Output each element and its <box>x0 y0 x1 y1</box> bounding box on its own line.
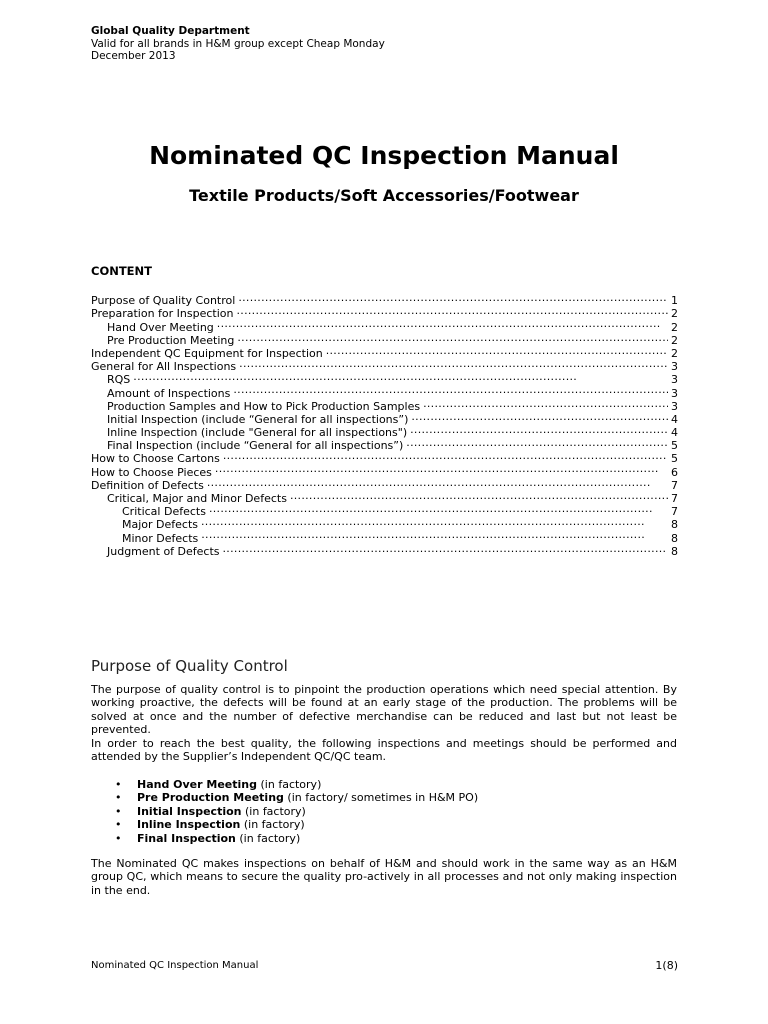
list-item-term: Inline Inspection <box>137 818 241 832</box>
toc-entry-label: Initial Inspection (include “General for all inspections”) <box>107 412 409 426</box>
toc-entry-page: 7 <box>671 478 678 492</box>
toc-leader-dots <box>237 331 668 344</box>
toc-leader-dots <box>201 515 668 528</box>
list-item-location: (in factory) <box>240 818 305 832</box>
toc-entry-label: Purpose of Quality Control <box>91 294 236 308</box>
toc-entry-page: 6 <box>671 465 678 479</box>
toc-leader-dots <box>207 476 668 489</box>
bullet-icon: • <box>115 778 122 791</box>
toc-leader-dots <box>411 410 668 423</box>
bullet-icon: • <box>115 831 122 845</box>
list-item-term: Initial Inspection <box>137 804 242 818</box>
page-number: 1(8) <box>655 959 678 972</box>
toc-leader-dots <box>410 423 668 436</box>
toc-entry-page: 5 <box>671 439 678 453</box>
toc-entry-label: Final Inspection (include “General for all inspections”) <box>107 439 404 453</box>
toc-leader-dots <box>406 436 668 449</box>
toc-entry-page: 3 <box>671 386 678 400</box>
toc-leader-dots <box>209 502 668 515</box>
footer-title: Nominated QC Inspection Manual <box>91 960 259 971</box>
toc-leader-dots <box>217 317 668 330</box>
toc-entry-page: 3 <box>671 360 678 374</box>
toc-entry-page: 2 <box>671 320 678 334</box>
list-item-term: Hand Over Meeting <box>137 778 258 791</box>
table-of-contents <box>91 291 678 558</box>
list-item <box>115 791 478 804</box>
toc-entry-page: 5 <box>671 452 678 466</box>
toc-entry[interactable] <box>91 291 678 308</box>
document-subtitle: Textile Products/Soft Accessories/Footwear <box>189 186 579 205</box>
document-header <box>91 25 385 63</box>
toc-leader-dots <box>326 344 668 357</box>
toc-entry-page: 2 <box>671 333 678 347</box>
toc-leader-dots <box>423 397 668 410</box>
toc-leader-dots <box>239 357 668 370</box>
department-name: Global Quality Department <box>91 25 250 37</box>
toc-entry-label: Independent QC Equipment for Inspection <box>91 346 323 360</box>
toc-entry-label: General for All Inspections <box>91 360 237 374</box>
toc-entry-label: Inline Inspection (include "General for all inspections") <box>107 426 408 440</box>
toc-entry-page: 7 <box>671 505 678 519</box>
toc-leader-dots <box>236 304 668 317</box>
toc-entry-page: 3 <box>671 373 678 387</box>
list-item <box>115 778 478 791</box>
toc-entry-page: 7 <box>671 492 678 505</box>
toc-entry-label: How to Choose Pieces <box>91 465 212 479</box>
toc-leader-dots <box>233 383 668 396</box>
toc-entry[interactable] <box>91 370 678 387</box>
list-item <box>115 805 478 818</box>
list-item-term: Pre Production Meeting <box>137 791 284 805</box>
section-title: Purpose of Quality Control <box>91 657 288 675</box>
toc-entry-page: 8 <box>671 544 678 558</box>
toc-leader-dots <box>290 489 668 502</box>
section-body-intro <box>91 683 677 763</box>
list-item-location: (in factory) <box>241 804 306 818</box>
toc-entry-label: Minor Defects <box>122 531 199 545</box>
list-item-term: Final Inspection <box>137 831 236 845</box>
toc-entry-page: 8 <box>671 518 678 532</box>
toc-entry-label: RQS <box>107 373 131 387</box>
toc-entry[interactable] <box>91 383 678 400</box>
toc-leader-dots <box>238 291 668 304</box>
toc-leader-dots <box>133 370 668 383</box>
toc-entry-label: Major Defects <box>122 518 199 532</box>
toc-entry-page: 4 <box>671 412 678 426</box>
toc-leader-dots <box>215 462 668 475</box>
toc-entry-label: Preparation for Inspection <box>91 307 234 321</box>
validity-note: Valid for all brands in H&M group except Cheap Monday <box>91 37 385 50</box>
inspection-list <box>115 778 478 845</box>
list-item <box>115 818 478 831</box>
toc-entry-page: 1 <box>671 294 678 308</box>
toc-heading: CONTENT <box>91 264 153 278</box>
paragraph-2: In order to reach the best quality, the following inspections and meetings should be performed and attended by the Supplier’s Independent QC/QC team. <box>91 736 677 764</box>
toc-entry-page: 2 <box>671 346 678 360</box>
bullet-icon: • <box>115 791 122 805</box>
toc-leader-dots <box>223 542 668 555</box>
toc-entry-label: Judgment of Defects <box>107 544 220 558</box>
list-item <box>115 832 478 845</box>
paragraph-3: The Nominated QC makes inspections on behalf of H&M and should work in the same way as an H&M group QC, which means to secure the quality pro-actively in all processes and not only making inspection in the end. <box>91 857 677 897</box>
list-item-location: (in factory/ sometimes in H&M PO) <box>283 791 479 805</box>
toc-leader-dots <box>201 528 668 541</box>
toc-entry-page: 2 <box>671 307 678 321</box>
toc-entry-label: Definition of Defects <box>91 478 204 492</box>
toc-entry-label: Critical Defects <box>122 505 206 519</box>
toc-entry-label: Amount of Inspections <box>107 386 231 400</box>
toc-entry-page: 3 <box>671 399 678 413</box>
toc-entry-page: 8 <box>671 531 678 545</box>
bullet-icon: • <box>115 818 122 832</box>
document-title: Nominated QC Inspection Manual <box>149 141 619 170</box>
toc-entry-label: Critical, Major and Minor Defects <box>107 492 287 505</box>
document-date: December 2013 <box>91 50 176 62</box>
bullet-icon: • <box>115 804 122 818</box>
toc-entry-label: How to Choose Cartons <box>91 452 220 466</box>
list-item-location: (in factory) <box>235 831 301 845</box>
toc-entry-label: Pre Production Meeting <box>107 333 235 347</box>
toc-entry-label: Production Samples and How to Pick Production Samples <box>107 399 421 413</box>
toc-entry-page: 4 <box>671 426 678 440</box>
paragraph-1: The purpose of quality control is to pinpoint the production operations which need special attention. By working proactive, the defects will be found at an early stage of the production. The problems will be solved at once and the number of defective merchandise can be reduced and last but not least be prevented. <box>91 683 677 737</box>
list-item-location: (in factory) <box>257 778 322 791</box>
toc-entry-label: Hand Over Meeting <box>107 320 214 334</box>
toc-leader-dots <box>223 449 668 462</box>
